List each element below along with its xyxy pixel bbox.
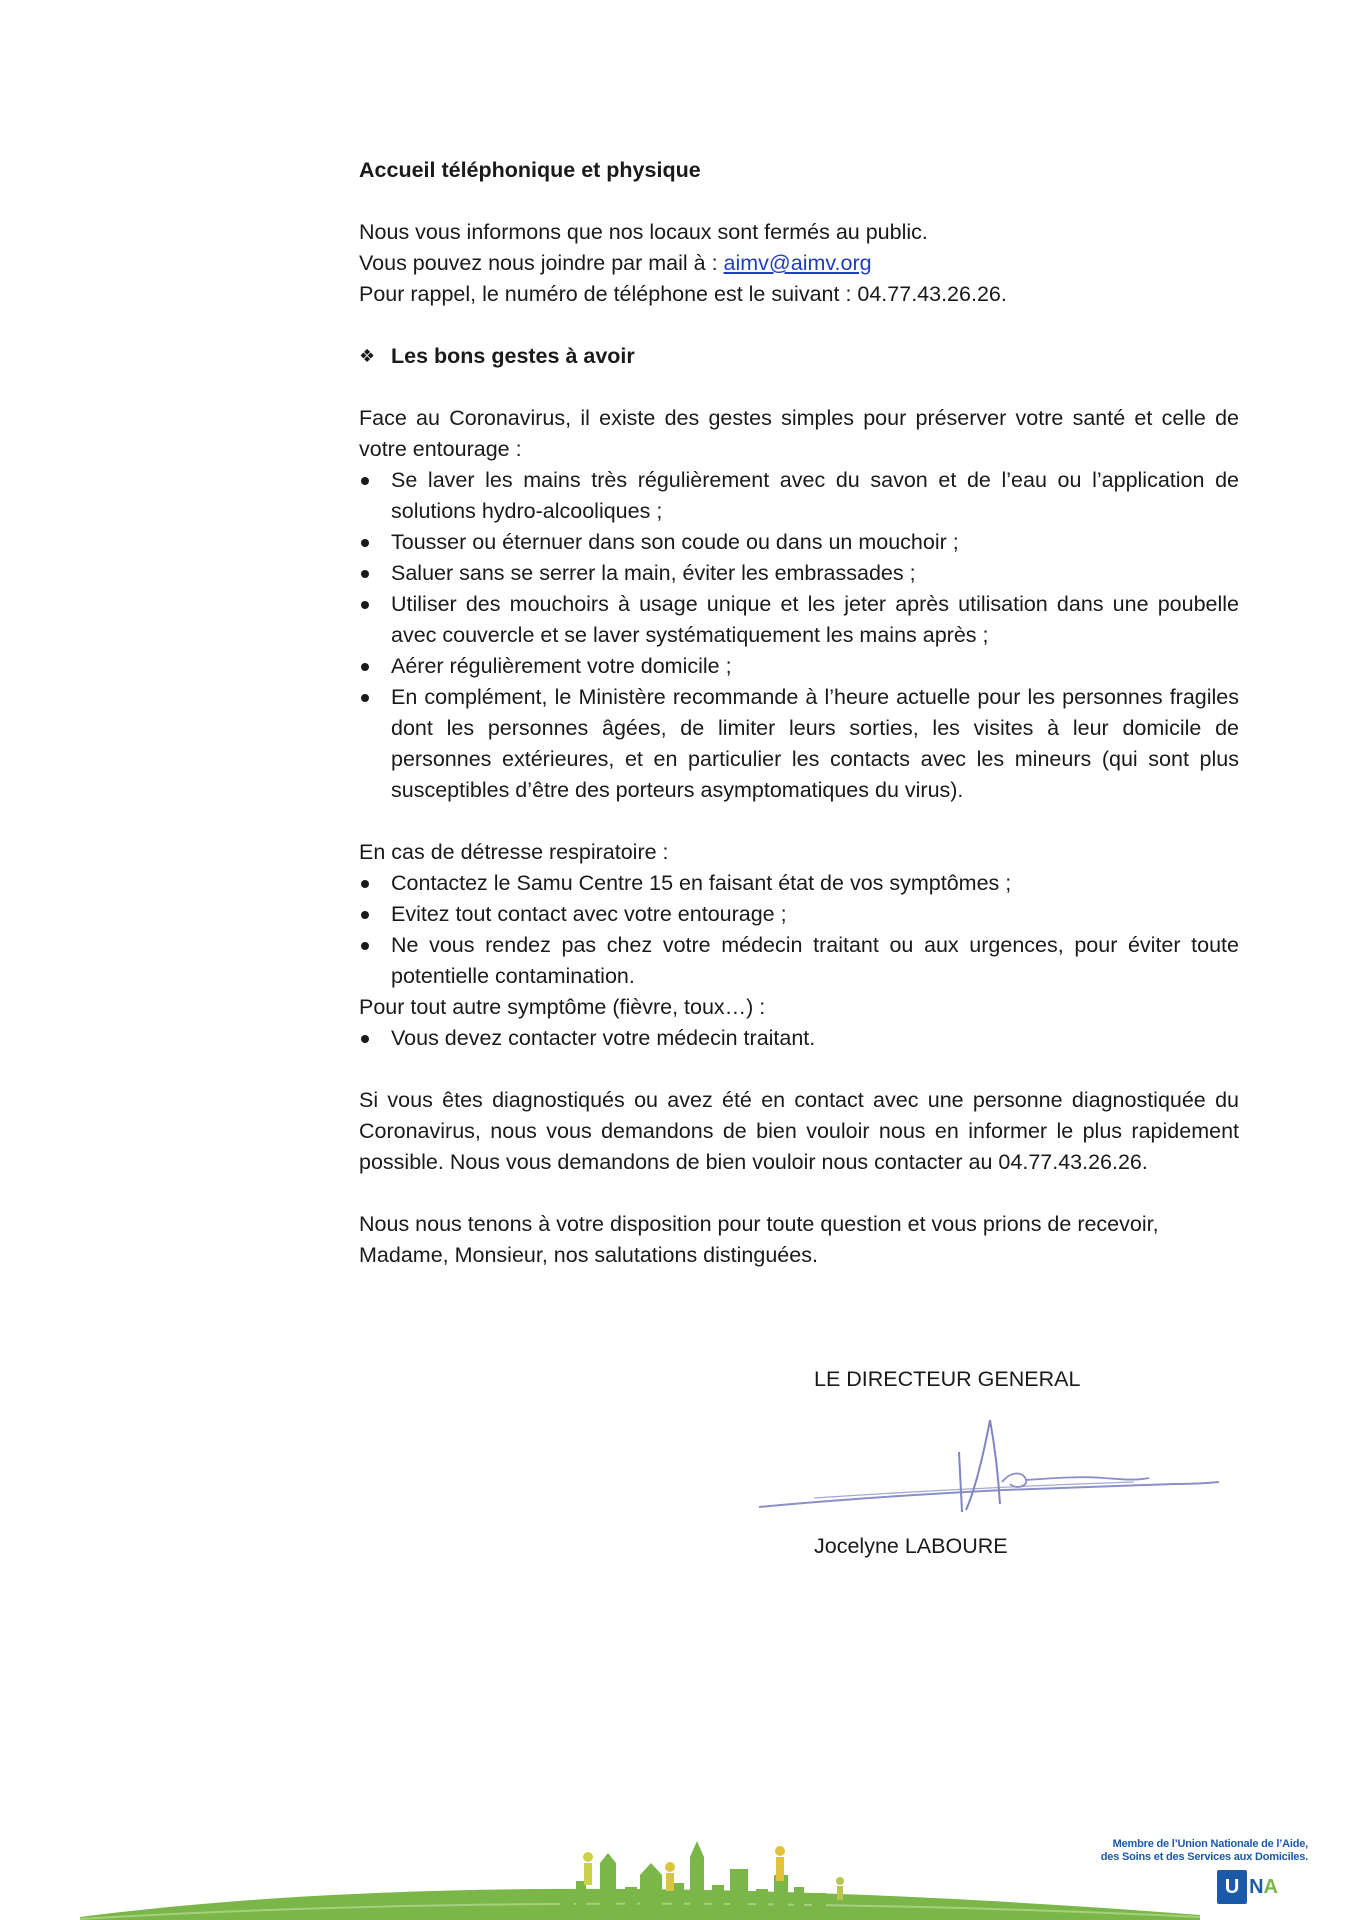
handwritten-signature <box>754 1412 1224 1522</box>
village-skyline-logo <box>80 1805 1200 1920</box>
phone-line: Pour rappel, le numéro de téléphone est le suivant : 04.77.43.26.26. <box>359 282 1007 306</box>
list-item: Evitez tout contact avec votre entourage ; <box>359 899 1239 930</box>
list-item: Saluer sans se serrer la main, éviter les embrassades ; <box>359 558 1239 589</box>
list-item: Vous devez contacter votre médecin traitant. <box>359 1023 1239 1054</box>
una-membership-text: Membre de l’Union Nationale de l’Aide, des Soins et des Services aux Domiciles. <box>1100 1838 1308 1863</box>
diagnostic-paragraph: Si vous êtes diagnostiqués ou avez été en contact avec une personne diagnostiquée du Coronavirus, nous vous demandons de bien vouloir nous en informer le plus rapidement possible. Nous vous demandons de bien vouloir nous contacter au 04.77.43.26.26. <box>359 1088 1239 1174</box>
list-item: Utiliser des mouchoirs à usage unique et les jeter après utilisation dans une poubelle avec couvercle et se laver systématiquement les mains après ; <box>359 589 1239 651</box>
bullet-icon <box>361 601 369 609</box>
una-membership <box>1098 1838 1308 1904</box>
list-item: Contactez le Samu Centre 15 en faisant état de vos symptômes ; <box>359 868 1239 899</box>
email-link[interactable]: aimv@aimv.org <box>723 251 872 275</box>
bullet-icon <box>361 663 369 671</box>
autre-symptome-list <box>359 1023 1239 1054</box>
una-logo-u: U <box>1217 1870 1247 1904</box>
bullet-icon <box>361 942 369 950</box>
bullet-icon <box>361 570 369 578</box>
una-logo-a: A <box>1263 1875 1278 1898</box>
gestes-list <box>359 465 1239 806</box>
bullet-icon <box>361 880 369 888</box>
una-logo <box>1217 1870 1278 1904</box>
detresse-intro: En cas de détresse respiratoire : <box>359 840 669 864</box>
list-item: Aérer régulièrement votre domicile ; <box>359 651 1239 682</box>
list-item: Tousser ou éternuer dans son coude ou dans un mouchoir ; <box>359 527 1239 558</box>
section-title-accueil: Accueil téléphonique et physique <box>359 158 701 182</box>
bullet-icon <box>361 539 369 547</box>
bullet-icon <box>361 477 369 485</box>
section-title-gestes: ❖ Les bons gestes à avoir <box>359 341 1239 372</box>
closed-notice: Nous vous informons que nos locaux sont fermés au public. <box>359 220 928 244</box>
signature-block <box>814 1364 1234 1558</box>
signatory-title: LE DIRECTEUR GENERAL <box>814 1367 1081 1391</box>
four-diamond-icon: ❖ <box>359 346 376 366</box>
una-logo-n: N <box>1249 1875 1264 1898</box>
list-item: Ne vous rendez pas chez votre médecin traitant ou aux urgences, pour éviter toute potentielle contamination. <box>359 930 1239 992</box>
closing-paragraph: Nous nous tenons à votre disposition pour toute question et vous prions de recevoir, Madame, Monsieur, nos salutations distinguées. <box>359 1212 1159 1267</box>
autre-symptome-intro: Pour tout autre symptôme (fièvre, toux…) : <box>359 995 766 1019</box>
letter-body <box>359 155 1239 1271</box>
bullet-icon <box>361 1035 369 1043</box>
email-line: Vous pouvez nous joindre par mail à : aimv@aimv.org <box>359 251 872 275</box>
bullet-icon <box>361 694 369 702</box>
gestes-intro: Face au Coronavirus, il existe des gestes simples pour préserver votre santé et celle de votre entourage : <box>359 406 1239 461</box>
detresse-list <box>359 868 1239 992</box>
signatory-name: Jocelyne LABOURE <box>814 1534 1008 1558</box>
list-item: En complément, le Ministère recommande à l’heure actuelle pour les personnes fragiles dont les personnes âgées, de limiter leurs sorties, les visites à leur domicile de personnes extérieures, et en particulier les contacts avec les mineurs (qui sont plus susceptibles d’être des porteurs asymptomatiques du virus). <box>359 682 1239 806</box>
list-item: Se laver les mains très régulièrement avec du savon et de l’eau ou l’application de solutions hydro-alcooliques ; <box>359 465 1239 527</box>
bullet-icon <box>361 911 369 919</box>
